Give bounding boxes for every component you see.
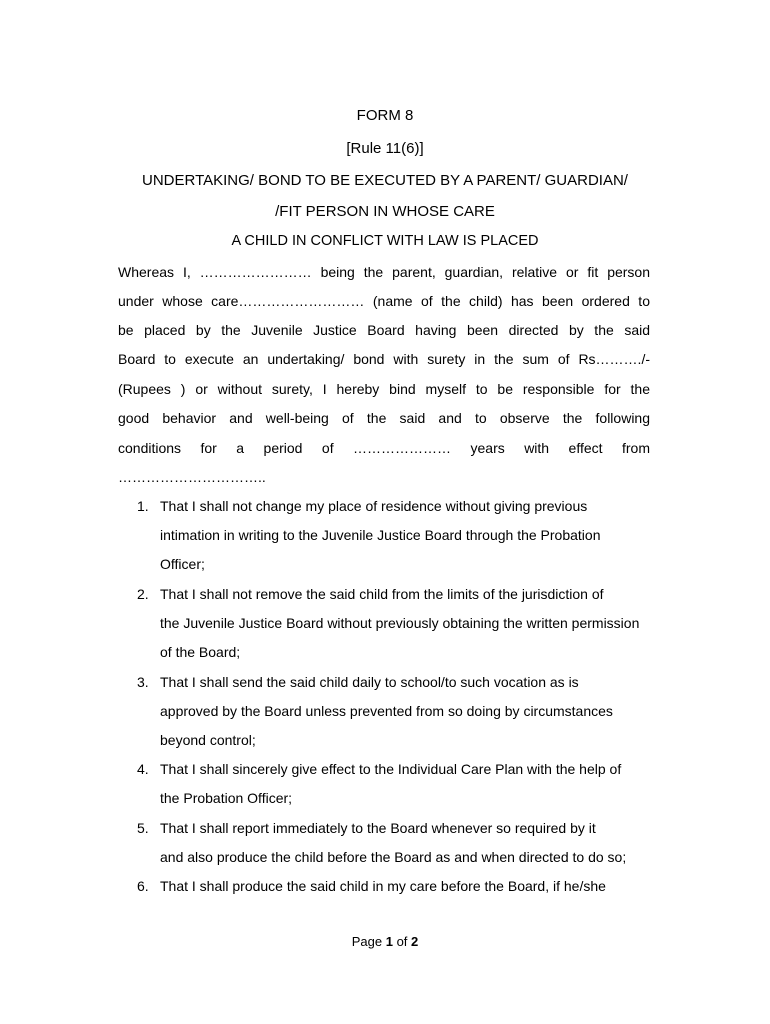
form-title-line-3: A CHILD IN CONFLICT WITH LAW IS PLACED (231, 233, 539, 249)
intro-line: be placed by the Juvenile Justice Board having been directed by the said (118, 322, 650, 338)
intro-line: Board to execute an undertaking/ bond with surety in the sum of Rs………./- (118, 351, 650, 367)
condition-text-line: beyond control; (160, 732, 256, 748)
intro-line: ………………………….. (118, 469, 266, 485)
condition-text-line: That I shall produce the said child in my care before the Board, if he/she (160, 878, 606, 894)
intro-line: conditions for a period of ………………… years with effect from (118, 440, 650, 456)
intro-line: Whereas I, …………………… being the parent, guardian, relative or fit person (118, 264, 650, 280)
intro-line: (Rupees ) or without surety, I hereby bind myself to be responsible for the (118, 381, 650, 397)
form-number: FORM 8 (356, 107, 414, 124)
page-footer (0, 934, 770, 949)
condition-number: 1. (137, 498, 149, 514)
condition-number: 3. (137, 674, 149, 690)
condition-number: 2. (137, 586, 149, 602)
condition-number: 5. (137, 820, 149, 836)
rule-reference: [Rule 11(6)] (346, 140, 424, 157)
condition-text-line: That I shall sincerely give effect to the Individual Care Plan with the help of (160, 761, 622, 777)
condition-number: 4. (137, 761, 149, 777)
condition-text-line: and also produce the child before the Board as and when directed to do so; (160, 849, 627, 865)
form-title-line-2: /FIT PERSON IN WHOSE CARE (275, 203, 495, 220)
condition-text-line: the Juvenile Justice Board without previously obtaining the written permission (160, 615, 640, 631)
condition-text-line: That I shall not remove the said child from the limits of the jurisdiction of (160, 586, 604, 602)
condition-text-line: intimation in writing to the Juvenile Justice Board through the Probation (160, 527, 601, 543)
condition-text-line: approved by the Board unless prevented from so doing by circumstances (160, 703, 613, 719)
footer-of-word: of (396, 934, 408, 949)
condition-number: 6. (137, 878, 149, 894)
footer-current-page: 1 (385, 934, 393, 949)
condition-text-line: of the Board; (160, 644, 241, 660)
condition-text-line: That I shall report immediately to the Board whenever so required by it (160, 820, 596, 836)
intro-line: under whose care……………………… (name of the child) has been ordered to (118, 293, 650, 309)
intro-line: good behavior and well-being of the said and to observe the following (118, 410, 650, 426)
condition-text-line: That I shall send the said child daily to school/to such vocation as is (160, 674, 579, 690)
condition-text-line: the Probation Officer; (160, 790, 293, 806)
form-title-line-1: UNDERTAKING/ BOND TO BE EXECUTED BY A PARENT/ GUARDIAN/ (142, 172, 628, 189)
footer-page-word: Page (351, 934, 383, 949)
condition-text-line: Officer; (160, 556, 205, 572)
condition-text-line: That I shall not change my place of residence without giving previous (160, 498, 588, 514)
footer-total-pages: 2 (411, 934, 419, 949)
